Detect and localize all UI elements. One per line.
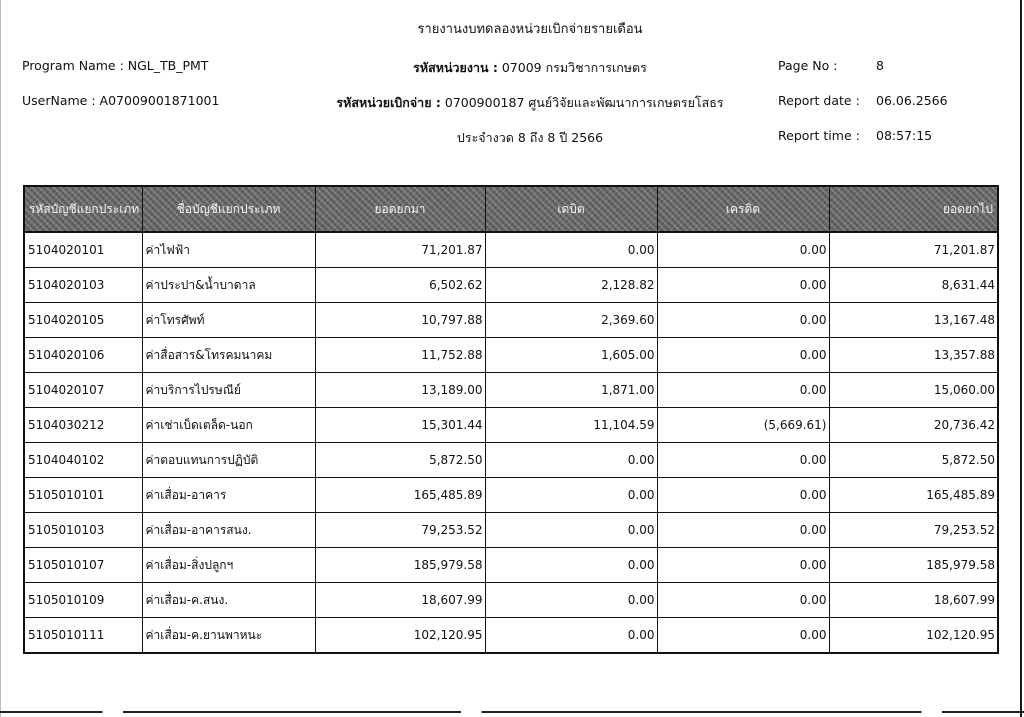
cell-brought-forward: 71,201.87 [315, 232, 485, 268]
cell-debit: 0.00 [485, 583, 657, 618]
header-credit: เครดิต [657, 186, 829, 232]
cell-debit: 1,871.00 [485, 373, 657, 408]
cell-credit: (5,669.61) [657, 408, 829, 443]
cell-carried-forward: 13,357.88 [829, 338, 998, 373]
report-time-label: Report time : [778, 128, 860, 143]
period-text: ประจำงวด 8 ถึง 8 ปี 2566 [456, 130, 604, 145]
cell-account-code: 5105010111 [24, 618, 142, 654]
header-brought-forward: ยอดยกมา [315, 186, 485, 232]
header-account-name: ชื่อบัญชีแยกประเภท [142, 186, 315, 232]
cell-carried-forward: 20,736.42 [829, 408, 998, 443]
cell-account-name: ค่าโทรศัพท์ [142, 303, 315, 338]
page-no-value: 8 [876, 58, 884, 73]
cell-brought-forward: 10,797.88 [315, 303, 485, 338]
cell-account-name: ค่าสื่อสาร&โทรคมนาคม [142, 338, 315, 373]
cell-debit: 0.00 [485, 478, 657, 513]
cell-credit: 0.00 [657, 618, 829, 654]
disbursement-unit-label: รหัสหน่วยเบิกจ่าย : [336, 95, 441, 110]
cell-credit: 0.00 [657, 583, 829, 618]
cell-account-name: ค่าเสื่อม-อาคาร [142, 478, 315, 513]
scan-edge-bottom [0, 711, 1024, 713]
cell-brought-forward: 6,502.62 [315, 268, 485, 303]
cell-brought-forward: 102,120.95 [315, 618, 485, 654]
agency-code-label: รหัสหน่วยงาน : [413, 60, 498, 75]
cell-carried-forward: 102,120.95 [829, 618, 998, 654]
cell-brought-forward: 13,189.00 [315, 373, 485, 408]
cell-brought-forward: 11,752.88 [315, 338, 485, 373]
report-title: รายงานงบทดลองหน่วยเบิกจ่ายรายเดือน [417, 22, 643, 37]
table-row [24, 548, 998, 583]
cell-carried-forward: 71,201.87 [829, 232, 998, 268]
cell-credit: 0.00 [657, 303, 829, 338]
cell-account-code: 5105010109 [24, 583, 142, 618]
report-date-label: Report date : [778, 93, 860, 108]
cell-account-name: ค่าเช่าเบ็ดเตล็ด-นอก [142, 408, 315, 443]
cell-account-name: ค่าเสื่อม-อาคารสนง. [142, 513, 315, 548]
cell-credit: 0.00 [657, 268, 829, 303]
table-row [24, 478, 998, 513]
header-account-code: รหัสบัญชีแยกประเภท [24, 186, 142, 232]
cell-debit: 11,104.59 [485, 408, 657, 443]
header-debit: เดบิต [485, 186, 657, 232]
cell-account-code: 5104040102 [24, 443, 142, 478]
cell-carried-forward: 5,872.50 [829, 443, 998, 478]
cell-debit: 0.00 [485, 443, 657, 478]
cell-carried-forward: 15,060.00 [829, 373, 998, 408]
table-row [24, 408, 998, 443]
agency-code-value: 07009 กรมวิชาการเกษตร [501, 60, 647, 75]
cell-brought-forward: 79,253.52 [315, 513, 485, 548]
page-no-label: Page No : [778, 58, 838, 73]
cell-credit: 0.00 [657, 338, 829, 373]
table-header-row [24, 186, 998, 232]
cell-credit: 0.00 [657, 478, 829, 513]
agency-code [0, 58, 1024, 78]
cell-account-code: 5104020107 [24, 373, 142, 408]
cell-account-code: 5105010103 [24, 513, 142, 548]
report-date-value: 06.06.2566 [876, 93, 948, 108]
cell-brought-forward: 5,872.50 [315, 443, 485, 478]
cell-account-code: 5104020101 [24, 232, 142, 268]
table-row [24, 303, 998, 338]
cell-account-code: 5105010107 [24, 548, 142, 583]
cell-credit: 0.00 [657, 232, 829, 268]
cell-account-code: 5104020105 [24, 303, 142, 338]
cell-debit: 2,128.82 [485, 268, 657, 303]
table-row [24, 268, 998, 303]
table-row [24, 513, 998, 548]
cell-credit: 0.00 [657, 513, 829, 548]
cell-credit: 0.00 [657, 548, 829, 583]
cell-account-name: ค่าประปา&น้ำบาดาล [142, 268, 315, 303]
cell-brought-forward: 15,301.44 [315, 408, 485, 443]
cell-brought-forward: 185,979.58 [315, 548, 485, 583]
cell-debit: 0.00 [485, 618, 657, 654]
table-row [24, 338, 998, 373]
cell-debit: 0.00 [485, 513, 657, 548]
cell-account-name: ค่าตอบแทนการปฏิบัติ [142, 443, 315, 478]
cell-carried-forward: 165,485.89 [829, 478, 998, 513]
report-time-value: 08:57:15 [876, 128, 933, 143]
trial-balance-table [23, 185, 999, 654]
user-name-value: A07009001871001 [99, 93, 220, 108]
table-row [24, 583, 998, 618]
user-name-label: UserName : [22, 93, 96, 108]
cell-debit: 2,369.60 [485, 303, 657, 338]
cell-carried-forward: 18,607.99 [829, 583, 998, 618]
cell-account-name: ค่าบริการไปรษณีย์ [142, 373, 315, 408]
cell-carried-forward: 185,979.58 [829, 548, 998, 583]
cell-account-code: 5105010101 [24, 478, 142, 513]
cell-carried-forward: 79,253.52 [829, 513, 998, 548]
cell-debit: 0.00 [485, 548, 657, 583]
table-row [24, 373, 998, 408]
cell-account-code: 5104020103 [24, 268, 142, 303]
cell-account-name: ค่าไฟฟ้า [142, 232, 315, 268]
cell-credit: 0.00 [657, 443, 829, 478]
disbursement-unit-value: 0700900187 ศูนย์วิจัยและพัฒนาการเกษตรยโสธร [444, 95, 724, 110]
cell-carried-forward: 13,167.48 [829, 303, 998, 338]
cell-debit: 1,605.00 [485, 338, 657, 373]
cell-account-name: ค่าเสื่อม-สิ่งปลูกฯ [142, 548, 315, 583]
cell-carried-forward: 8,631.44 [829, 268, 998, 303]
cell-brought-forward: 165,485.89 [315, 478, 485, 513]
cell-credit: 0.00 [657, 373, 829, 408]
header-carried-forward: ยอดยกไป [829, 186, 998, 232]
cell-brought-forward: 18,607.99 [315, 583, 485, 618]
cell-account-name: ค่าเสื่อม-ค.สนง. [142, 583, 315, 618]
cell-account-code: 5104020106 [24, 338, 142, 373]
table-row [24, 232, 998, 268]
cell-account-name: ค่าเสื่อม-ค.ยานพาหนะ [142, 618, 315, 654]
program-name-label: Program Name : [22, 58, 124, 73]
table-row [24, 443, 998, 478]
cell-debit: 0.00 [485, 232, 657, 268]
table-row [24, 618, 998, 654]
disbursement-unit [0, 93, 1024, 113]
cell-account-code: 5104030212 [24, 408, 142, 443]
program-name-value: NGL_TB_PMT [127, 58, 209, 73]
